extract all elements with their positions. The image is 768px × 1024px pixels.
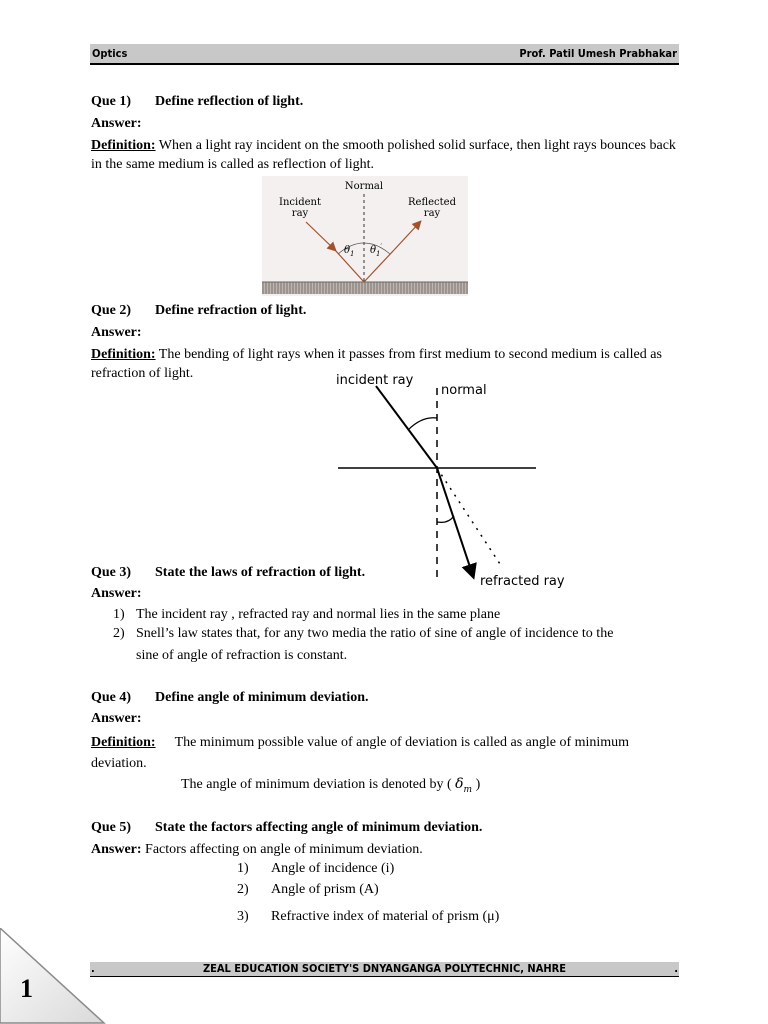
header-subject: Optics bbox=[92, 47, 128, 60]
question-3-title: State the laws of refraction of light. bbox=[155, 565, 366, 580]
question-4-number: Que 4) bbox=[91, 690, 132, 705]
list-item: 1) Angle of incidence (i) bbox=[237, 861, 395, 876]
answer-5-label: Answer: bbox=[91, 842, 142, 857]
page-corner bbox=[0, 928, 106, 1024]
answer-5-text: Factors affecting on angle of minimum deviation. bbox=[141, 842, 423, 857]
question-4-title: Define angle of minimum deviation. bbox=[155, 690, 369, 705]
definition-label: Definition: bbox=[91, 138, 156, 153]
page-footer: . ZEAL EDUCATION SOCIETY'S DNYANGANGA POLYTECHNIC, NAHRE . bbox=[91, 962, 678, 975]
list-item: 3) Refractive index of material of prism (μ) bbox=[237, 909, 500, 924]
definition-label: Definition: bbox=[91, 735, 156, 750]
question-1-title: Define reflection of light. bbox=[155, 94, 304, 109]
normal-label: Normal bbox=[344, 181, 384, 192]
refraction-diagram bbox=[330, 368, 570, 590]
question-5 bbox=[91, 820, 482, 836]
incident-ray-label: incident ray bbox=[336, 373, 414, 388]
reflection-diagram bbox=[262, 176, 468, 296]
question-2 bbox=[91, 303, 306, 319]
list-item: 2) Angle of prism (A) bbox=[237, 882, 379, 897]
page-header bbox=[90, 44, 679, 65]
incident-label-1: Incident bbox=[279, 197, 321, 208]
answer-4-label: Answer: bbox=[91, 711, 142, 726]
mirror-surface bbox=[262, 282, 468, 294]
answer-5 bbox=[91, 840, 681, 859]
reflected-ray bbox=[394, 222, 420, 250]
question-4 bbox=[91, 690, 369, 706]
incident-ray bbox=[306, 222, 335, 250]
list-item-continuation: sine of angle of refraction is constant. bbox=[136, 648, 348, 663]
header-author: Prof. Patil Umesh Prabhakar bbox=[519, 47, 677, 60]
answer-1-label: Answer: bbox=[91, 116, 142, 131]
question-5-title: State the factors affecting angle of minimum deviation. bbox=[155, 820, 483, 835]
incident-label-2: ray bbox=[291, 208, 309, 219]
question-2-title: Define refraction of light. bbox=[155, 303, 307, 318]
angle-reflection-label: $\theta_1'$ bbox=[370, 243, 383, 258]
minimum-deviation-symbol-line: The angle of minimum deviation is denoted by ( $\delta_m$ ) bbox=[181, 776, 481, 795]
refraction-angle-arc bbox=[437, 516, 454, 522]
answer-1-definition bbox=[91, 136, 681, 174]
question-1 bbox=[91, 94, 303, 110]
question-5-number: Que 5) bbox=[91, 820, 132, 835]
definition-text: The bending of light rays when it passes from first medium to second medium is called as refraction of light. bbox=[91, 347, 662, 381]
delta-symbol: $\delta_m$ bbox=[455, 776, 473, 795]
refracted-ray-label: refracted ray bbox=[480, 574, 565, 589]
question-3-number: Que 3) bbox=[91, 565, 132, 580]
footer-institution: ZEAL EDUCATION SOCIETY'S DNYANGANGA POLYTECHNIC, NAHRE bbox=[202, 962, 567, 975]
definition-label: Definition: bbox=[91, 347, 156, 362]
reflected-label-1: Reflected bbox=[408, 197, 456, 208]
extended-incident-ray bbox=[437, 468, 500, 564]
normal-label: normal bbox=[441, 383, 487, 398]
list-item: 2) Snell’s law states that, for any two media the ratio of sine of angle of incidence to the bbox=[113, 626, 614, 641]
question-2-number: Que 2) bbox=[91, 303, 132, 318]
definition-text: When a light ray incident on the smooth polished solid surface, then light rays bounces back in the same medium is called as reflection of light. bbox=[91, 138, 676, 172]
list-item: 1) The incident ray , refracted ray and normal lies in the same plane bbox=[113, 607, 501, 622]
answer-4-definition bbox=[91, 732, 681, 774]
answer-2-label: Answer: bbox=[91, 325, 142, 340]
question-1-number: Que 1) bbox=[91, 94, 132, 109]
incidence-angle-arc bbox=[408, 418, 437, 430]
definition-text: The minimum possible value of angle of deviation is called as angle of minimum deviation. bbox=[91, 735, 630, 771]
reflected-label-2: ray bbox=[423, 208, 441, 219]
answer-3-label: Answer: bbox=[91, 586, 142, 601]
incident-ray bbox=[376, 386, 437, 468]
page-number: 1 bbox=[20, 974, 33, 1003]
reflection-diagram-svg bbox=[262, 176, 468, 296]
angle-incidence-label: $\theta_1$ bbox=[344, 245, 355, 258]
question-3 bbox=[91, 565, 365, 581]
